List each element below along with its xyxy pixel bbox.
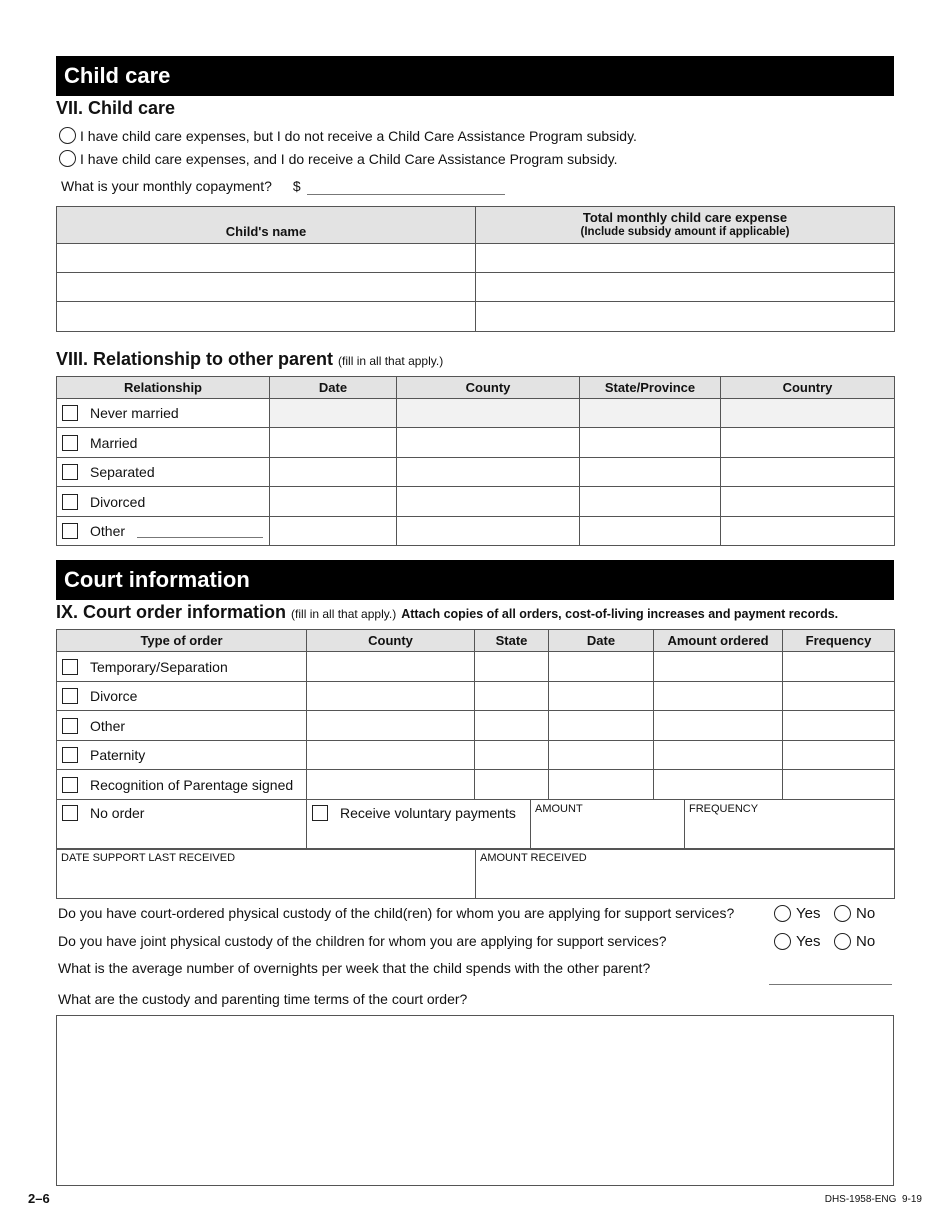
child-care-table — [56, 206, 895, 332]
order-type-cell — [57, 770, 307, 800]
expense-cell[interactable] — [476, 302, 895, 332]
relationship-cell — [57, 487, 270, 517]
custody-terms-textarea[interactable] — [56, 1015, 894, 1186]
relationship-table — [56, 376, 895, 546]
table-row — [57, 399, 895, 428]
child-name-cell[interactable] — [57, 273, 476, 302]
amount-received-field[interactable] — [476, 849, 895, 899]
never-married-checkbox[interactable] — [62, 405, 78, 421]
joint-custody-yes-label: Yes — [796, 933, 821, 950]
married-label: Married — [90, 434, 138, 451]
no-order-checkbox[interactable] — [62, 805, 78, 821]
state-cell[interactable] — [475, 682, 549, 711]
physical-custody-question: Do you have court-ordered physical custody of the child(ren) for whom you are applying for support services? — [58, 905, 735, 921]
relationship-header: Relationship — [57, 377, 270, 399]
state-cell[interactable] — [475, 711, 549, 741]
physical-custody-no-label: No — [856, 905, 876, 922]
section-viii-heading: VIII. Relationship to other parent — [56, 349, 334, 369]
order-type-cell — [57, 652, 307, 682]
date-cell[interactable] — [549, 682, 654, 711]
expense-cell[interactable] — [476, 273, 895, 302]
county-cell[interactable] — [307, 682, 475, 711]
date-last-received-label: DATE SUPPORT LAST RECEIVED — [61, 852, 236, 864]
relationship-cell — [57, 517, 270, 546]
county-cell[interactable] — [307, 741, 475, 770]
amount-label: AMOUNT — [535, 803, 583, 815]
county-cell[interactable] — [307, 652, 475, 682]
country-cell — [721, 399, 895, 428]
state-cell[interactable] — [580, 517, 721, 546]
section-ix-heading: IX. Court order information — [56, 602, 287, 622]
county-cell[interactable] — [397, 517, 580, 546]
option-no-subsidy[interactable] — [59, 127, 637, 144]
frequency-cell[interactable] — [783, 652, 895, 682]
frequency-cell[interactable] — [783, 682, 895, 711]
date-cell[interactable] — [270, 458, 397, 487]
amount-cell[interactable] — [654, 682, 783, 711]
country-cell[interactable] — [721, 428, 895, 458]
physical-custody-yes-label: Yes — [796, 905, 821, 922]
state-cell[interactable] — [475, 741, 549, 770]
other-order-checkbox[interactable] — [62, 718, 78, 734]
state-header: State — [475, 630, 549, 652]
separated-checkbox[interactable] — [62, 464, 78, 480]
relationship-cell — [57, 399, 270, 428]
paternity-label: Paternity — [90, 747, 146, 763]
date-last-received-field[interactable] — [57, 849, 476, 899]
table-row — [57, 458, 895, 487]
expense-header — [476, 207, 895, 244]
county-cell[interactable] — [397, 428, 580, 458]
state-cell[interactable] — [580, 487, 721, 517]
country-cell[interactable] — [721, 458, 895, 487]
joint-custody-question: Do you have joint physical custody of the children for whom you are applying for support services? — [58, 933, 667, 949]
joint-custody-no-label: No — [856, 933, 876, 950]
option-subsidy-label: I have child care expenses, and I do receive a Child Care Assistance Program subsidy. — [80, 150, 618, 167]
temporary-separation-checkbox[interactable] — [62, 659, 78, 675]
other-order-label: Other — [90, 717, 126, 734]
table-row — [57, 517, 895, 546]
separated-label: Separated — [90, 464, 155, 480]
country-header: Country — [721, 377, 895, 399]
county-cell[interactable] — [307, 711, 475, 741]
date-cell — [270, 399, 397, 428]
other-relationship-checkbox[interactable] — [62, 523, 78, 539]
divorced-checkbox[interactable] — [62, 494, 78, 510]
page-number: 2–6 — [28, 1191, 50, 1206]
table-row — [57, 770, 895, 800]
no-order-table — [56, 799, 895, 850]
table-row — [57, 741, 895, 770]
date-cell[interactable] — [270, 428, 397, 458]
expense-header-title: Total monthly child care expense — [582, 210, 788, 225]
other-relationship-input[interactable] — [137, 524, 263, 538]
date-cell[interactable] — [549, 741, 654, 770]
joint-custody-yes[interactable] — [774, 933, 820, 950]
radio-no-subsidy[interactable] — [59, 127, 76, 144]
overnights-input[interactable] — [769, 968, 892, 985]
date-header: Date — [549, 630, 654, 652]
county-header: County — [397, 377, 580, 399]
recognition-of-parentage-label: Recognition of Parentage signed — [90, 776, 294, 793]
table-row — [57, 652, 895, 682]
state-cell — [580, 399, 721, 428]
child-care-banner-title: Child care — [64, 63, 171, 88]
other-relationship-label: Other — [90, 523, 126, 539]
child-name-cell[interactable] — [57, 244, 476, 273]
state-province-header: State/Province — [580, 377, 721, 399]
relationship-cell — [57, 428, 270, 458]
no-order-cell — [57, 800, 307, 850]
divorce-order-label: Divorce — [90, 688, 138, 704]
frequency-cell[interactable] — [783, 770, 895, 800]
state-cell[interactable] — [475, 652, 549, 682]
frequency-label: FREQUENCY — [689, 803, 759, 815]
paternity-checkbox[interactable] — [62, 747, 78, 763]
date-cell[interactable] — [549, 711, 654, 741]
copay-row — [61, 177, 505, 195]
option-subsidy[interactable] — [59, 150, 617, 167]
county-cell — [397, 399, 580, 428]
date-cell[interactable] — [270, 487, 397, 517]
court-order-table — [56, 629, 895, 800]
type-of-order-header: Type of order — [57, 630, 307, 652]
copay-currency: $ — [292, 178, 301, 194]
section-viii-note: (fill in all that apply.) — [338, 354, 444, 368]
copay-question: What is your monthly copayment? — [61, 178, 272, 194]
amount-cell[interactable] — [654, 770, 783, 800]
option-no-subsidy-label: I have child care expenses, but I do not receive a Child Care Assistance Program subsidy. — [80, 127, 637, 144]
table-row — [57, 682, 895, 711]
state-cell[interactable] — [580, 428, 721, 458]
court-info-banner — [56, 560, 894, 600]
frequency-field[interactable] — [685, 800, 895, 850]
temporary-separation-label: Temporary/Separation — [90, 658, 228, 675]
voluntary-cell — [307, 800, 531, 850]
child-care-banner — [56, 56, 894, 96]
expense-header-note: (Include subsidy amount if applicable) — [580, 226, 790, 238]
divorced-label: Divorced — [90, 493, 146, 510]
divorce-order-checkbox[interactable] — [62, 688, 78, 704]
joint-custody-no[interactable] — [834, 933, 875, 950]
relationship-cell — [57, 458, 270, 487]
date-header: Date — [270, 377, 397, 399]
court-info-banner-title: Court information — [64, 567, 250, 592]
section-ix-instruction: Attach copies of all orders, cost-of-living increases and payment records. — [401, 607, 839, 621]
amount-field[interactable] — [531, 800, 685, 850]
order-type-cell — [57, 682, 307, 711]
state-cell[interactable] — [475, 770, 549, 800]
county-cell[interactable] — [397, 458, 580, 487]
custody-terms-question: What are the custody and parenting time terms of the court order? — [58, 991, 468, 1007]
table-row — [57, 487, 895, 517]
married-checkbox[interactable] — [62, 435, 78, 451]
amount-cell[interactable] — [654, 652, 783, 682]
voluntary-payments-label: Receive voluntary payments — [340, 805, 516, 821]
physical-custody-no[interactable] — [834, 905, 875, 922]
joint-custody-yes-radio[interactable] — [774, 933, 791, 950]
no-order-label: No order — [90, 805, 145, 821]
overnights-question: What is the average number of overnights per week that the child spends with the other parent? — [58, 960, 651, 976]
section-ix-note: (fill in all that apply.) — [291, 607, 397, 621]
frequency-header: Frequency — [783, 630, 895, 652]
section-vii-title: VII. Child care — [56, 98, 176, 118]
voluntary-payments-checkbox[interactable] — [312, 805, 328, 821]
physical-custody-yes-radio[interactable] — [774, 905, 791, 922]
expense-cell[interactable] — [476, 244, 895, 273]
amount-received-label: AMOUNT RECEIVED — [480, 852, 587, 864]
table-row — [57, 428, 895, 458]
support-received-table — [56, 848, 895, 899]
country-cell[interactable] — [721, 517, 895, 546]
child-name-cell[interactable] — [57, 302, 476, 332]
physical-custody-no-radio[interactable] — [834, 905, 851, 922]
physical-custody-yes[interactable] — [774, 905, 820, 922]
amount-ordered-header: Amount ordered — [654, 630, 783, 652]
amount-cell[interactable] — [654, 741, 783, 770]
joint-custody-no-radio[interactable] — [834, 933, 851, 950]
form-id: DHS-1958-ENG 9-19 — [824, 1194, 922, 1205]
date-cell[interactable] — [549, 652, 654, 682]
date-cell[interactable] — [549, 770, 654, 800]
table-row — [57, 711, 895, 741]
date-cell[interactable] — [270, 517, 397, 546]
never-married-label: Never married — [90, 405, 179, 421]
amount-cell[interactable] — [654, 711, 783, 741]
state-cell[interactable] — [580, 458, 721, 487]
frequency-cell[interactable] — [783, 741, 895, 770]
country-cell[interactable] — [721, 487, 895, 517]
order-type-cell — [57, 711, 307, 741]
county-cell[interactable] — [397, 487, 580, 517]
county-cell[interactable] — [307, 770, 475, 800]
county-header: County — [307, 630, 475, 652]
section-viii-title — [56, 349, 443, 370]
order-type-cell — [57, 741, 307, 770]
child-name-header: Child's name — [57, 207, 476, 244]
frequency-cell[interactable] — [783, 711, 895, 741]
recognition-of-parentage-checkbox[interactable] — [62, 777, 78, 793]
section-ix-title — [56, 602, 838, 623]
radio-subsidy[interactable] — [59, 150, 76, 167]
copay-input[interactable] — [307, 177, 505, 195]
